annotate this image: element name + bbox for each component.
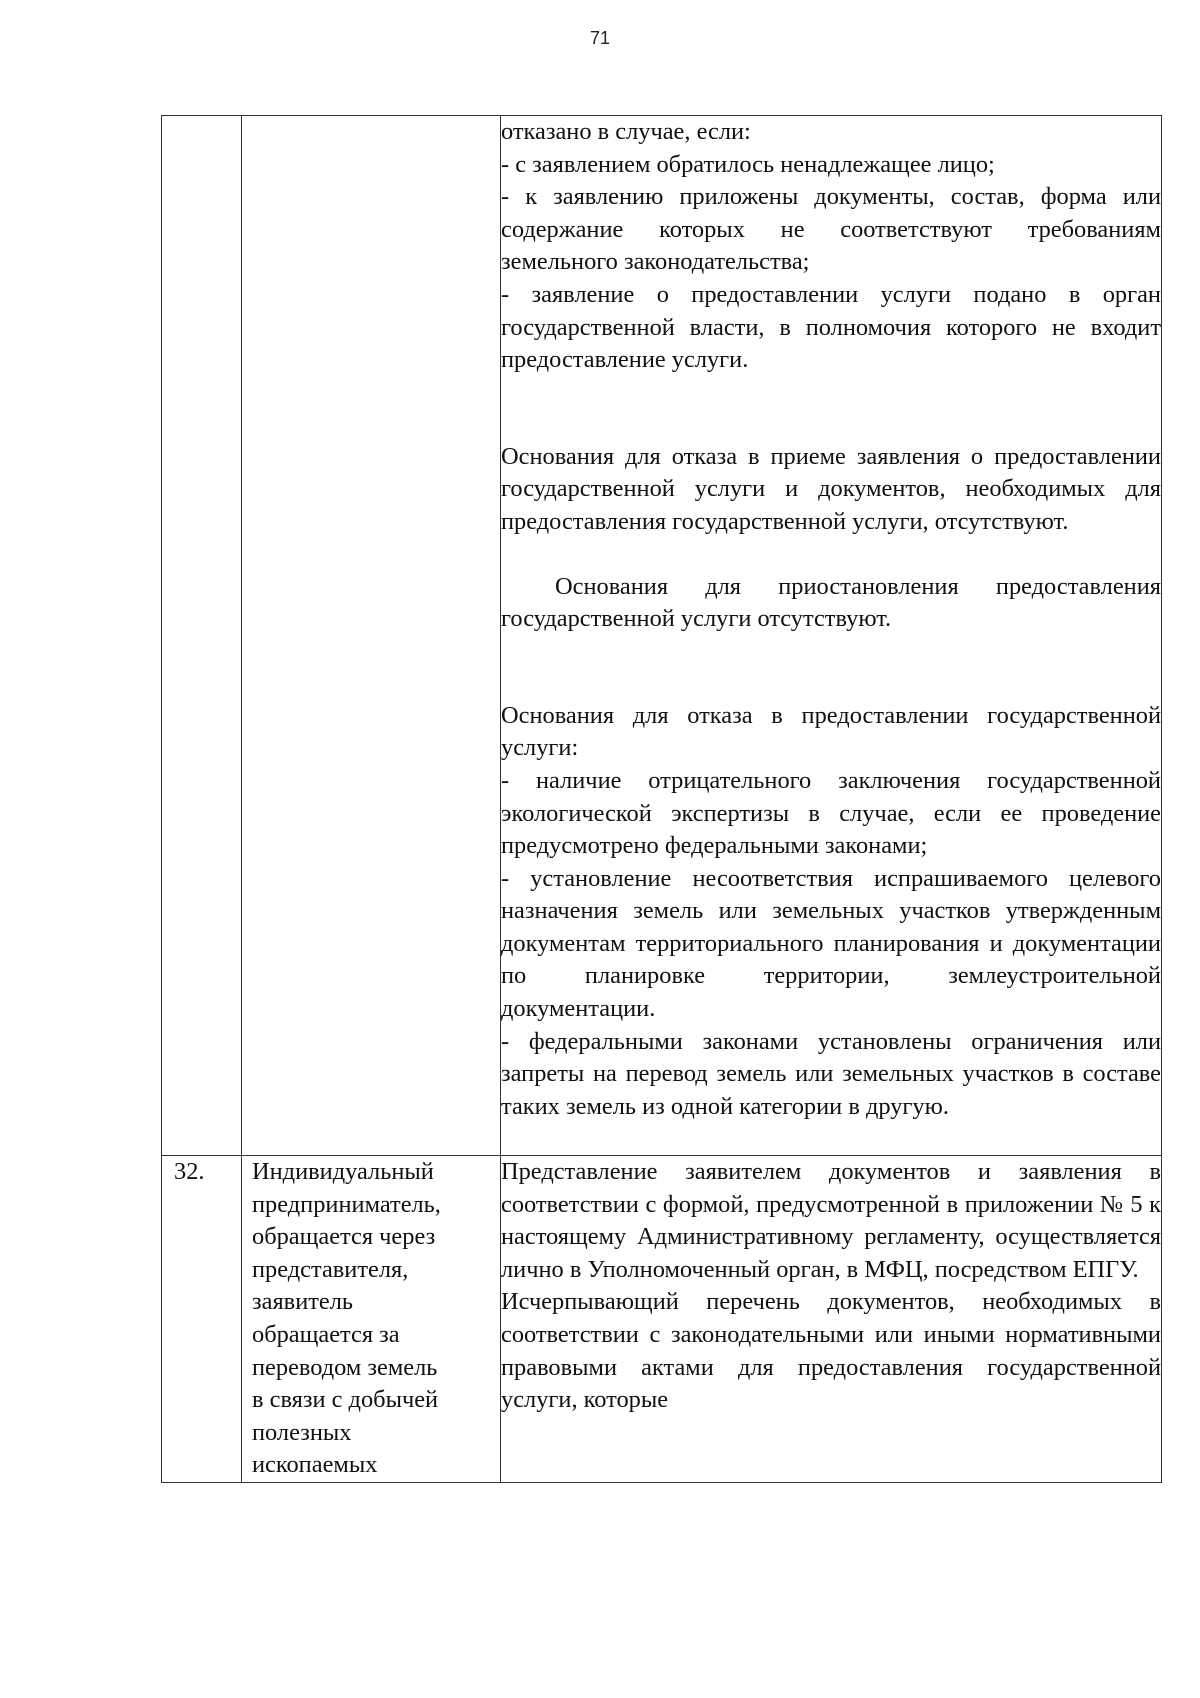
submission-text: Представление заявителем документов и заявления в соответствии с формой, предусмотренной в приложении № 5 к настоящему Административному регламенту, осуществляется лично в Уполномоченный орган, в МФЦ, посредством ЕПГУ. (501, 1158, 1161, 1283)
paragraph-gap (501, 539, 1161, 571)
denial-intro: Основания для отказа в предоставлении государственной услуги: (501, 701, 1161, 762)
applicant-line: обращается за (252, 1320, 400, 1348)
page-number: 71 (589, 28, 611, 48)
paragraph-gap (501, 409, 1161, 441)
regulation-table (161, 115, 1162, 1483)
denial-item: - федеральными законами установлены ограничения или запреты на перевод земель или земельных участков в составе таких земель из одной категории в другую. (501, 1027, 1161, 1120)
no-grounds-suspension: Основания для приостановления предоставления государственной услуги отсутствуют. (501, 572, 1161, 633)
row-number: 32. (174, 1158, 205, 1185)
denial-item: - наличие отрицательного заключения государственной экологической экспертизы в случае, если ее проведение предусмотрено федеральными законами; (501, 766, 1161, 860)
applicant-line: Индивидуальный (252, 1158, 434, 1185)
refusal-item: - к заявлению приложены документы, состав, форма или содержание которых не соответствуют требованиям земельного законодательства; (501, 183, 1161, 276)
denial-item: - установление несоответствия испрашиваемого целевого назначения земель или земельных участков утвержденным документам территориального планирования и документации по планировке территории, землеустроительной документации. (501, 864, 1161, 1023)
applicant-cell (242, 1156, 501, 1483)
no-grounds-acceptance: Основания для отказа в приеме заявления о предоставлении государственной услуги и документов, необходимых для предоставления государственной услуги, отсутствуют. (501, 442, 1161, 535)
refusal-item: - с заявлением обратилось ненадлежащее лицо; (501, 150, 995, 178)
paragraph-gap (501, 377, 1161, 409)
applicant-line: предприниматель, (252, 1190, 441, 1218)
applicant-line: полезных (252, 1418, 352, 1446)
applicant-line: в связи с добычей (252, 1386, 439, 1414)
table-row (162, 116, 1162, 1156)
paragraph-gap (501, 636, 1161, 668)
refusal-intro: отказано в случае, если: (501, 118, 751, 145)
applicant-line: ископаемых (252, 1451, 378, 1479)
applicant-line: переводом земель (252, 1353, 438, 1381)
applicant-cell (242, 116, 501, 1156)
row-number-cell (162, 116, 242, 1156)
refusal-item: - заявление о предоставлении услуги подано в орган государственной власти, в полномочия которого не входит предоставление услуги. (501, 280, 1161, 374)
applicant-line: обращается через (252, 1223, 436, 1251)
applicant-line: представителя, (252, 1255, 409, 1283)
applicant-text (242, 1156, 500, 1482)
paragraph-gap (501, 668, 1161, 700)
description-cell (501, 1156, 1162, 1483)
applicant-line: заявитель (252, 1288, 354, 1316)
description-cell (501, 116, 1162, 1156)
table-row (162, 1156, 1162, 1483)
documents-list-text: Исчерпывающий перечень документов, необходимых в соответствии с законодательными или иными нормативными правовыми актами для предоставления государственной услуги, которые (501, 1288, 1161, 1414)
row-number-cell (162, 1156, 242, 1483)
